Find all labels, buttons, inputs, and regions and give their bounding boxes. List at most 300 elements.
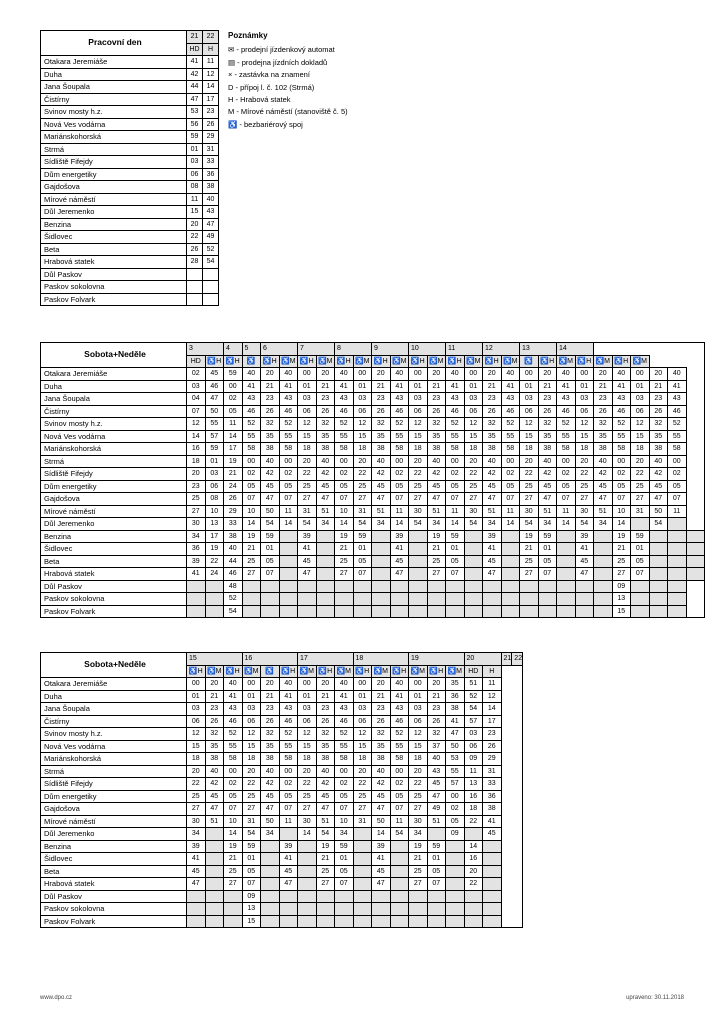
time-cell: 41	[668, 380, 687, 393]
time-cell: 00	[335, 765, 354, 778]
time-cell: 41	[612, 380, 631, 393]
time-cell: 54	[409, 518, 428, 531]
sub-header: ♿M	[501, 355, 520, 368]
time-cell: 35	[427, 430, 446, 443]
time-cell: 25	[242, 555, 261, 568]
time-cell: 22	[187, 778, 206, 791]
time-cell: 26	[483, 740, 502, 753]
time-cell: 11	[187, 193, 203, 206]
footer-website[interactable]: www.dpo.cz	[40, 995, 73, 1001]
time-cell: 43	[501, 393, 520, 406]
time-cell: 21	[372, 380, 391, 393]
time-cell: 59	[353, 530, 372, 543]
sub-header: ♿M	[205, 665, 224, 678]
time-cell: 00	[279, 765, 298, 778]
time-cell	[187, 605, 206, 618]
time-cell	[242, 593, 261, 606]
time-cell: 43	[557, 393, 576, 406]
time-cell: 21	[372, 690, 391, 703]
time-cell	[390, 915, 409, 928]
time-cell: 18	[242, 753, 261, 766]
time-cell	[298, 605, 317, 618]
time-cell: 18	[353, 443, 372, 456]
time-cell: 21	[427, 380, 446, 393]
time-cell	[668, 580, 687, 593]
time-cell: 38	[372, 443, 391, 456]
sub-header: ♿	[520, 355, 539, 368]
table-row	[41, 740, 523, 753]
time-cell: 00	[557, 455, 576, 468]
time-cell: 21	[594, 380, 613, 393]
time-cell: 45	[261, 480, 280, 493]
stop-name: Jana Šoupala	[41, 703, 187, 716]
time-cell: 51	[205, 815, 224, 828]
time-cell: 25	[187, 493, 206, 506]
time-cell: 02	[446, 803, 465, 816]
time-cell: 45	[298, 555, 317, 568]
time-cell: 03	[409, 393, 428, 406]
time-cell: 06	[298, 405, 317, 418]
time-cell: 00	[520, 368, 539, 381]
time-cell: 40	[224, 678, 243, 691]
time-cell: 41	[372, 853, 391, 866]
time-cell: 23	[316, 703, 335, 716]
hour-header: 22	[512, 653, 523, 666]
time-cell: 47	[316, 803, 335, 816]
table-row	[41, 715, 523, 728]
time-cell	[668, 555, 687, 568]
time-cell: 05	[224, 790, 243, 803]
time-cell: 38	[205, 753, 224, 766]
time-cell: 09	[464, 753, 483, 766]
time-cell: 39	[187, 555, 206, 568]
time-cell: 26	[372, 715, 391, 728]
time-cell: 52	[390, 728, 409, 741]
time-cell: 51	[538, 505, 557, 518]
time-cell: 22	[353, 468, 372, 481]
time-cell	[464, 580, 483, 593]
time-cell: 22	[409, 778, 428, 791]
time-cell	[501, 555, 520, 568]
time-cell: 44	[187, 81, 203, 94]
time-cell: 34	[335, 828, 354, 841]
time-cell	[446, 915, 465, 928]
table-row	[41, 753, 523, 766]
time-cell	[520, 580, 539, 593]
time-cell: 05	[242, 480, 261, 493]
time-cell	[372, 543, 391, 556]
stop-name: Paskov sokolovna	[41, 281, 187, 294]
sub-header: H	[203, 43, 219, 56]
time-cell: 46	[668, 405, 687, 418]
time-cell: 40	[335, 678, 354, 691]
time-cell	[668, 605, 687, 618]
time-cell: 21	[483, 380, 502, 393]
sub-header: ♿H	[279, 665, 298, 678]
stop-name: Nová Ves vodárna	[41, 118, 187, 131]
time-cell: 20	[353, 455, 372, 468]
time-cell: 17	[203, 93, 219, 106]
time-cell: 45	[205, 790, 224, 803]
time-cell: 33	[224, 518, 243, 531]
time-cell: 51	[427, 505, 446, 518]
hour-header: 14	[557, 343, 594, 356]
sub-header: ♿H	[575, 355, 594, 368]
stop-name: Důl Paskov	[41, 268, 187, 281]
time-cell: 58	[335, 753, 354, 766]
table-row	[41, 530, 705, 543]
time-cell: 32	[261, 728, 280, 741]
time-cell: 22	[520, 468, 539, 481]
time-cell	[335, 580, 354, 593]
note-line: ♿ - bezbariérový spoj	[228, 119, 303, 129]
table-row	[41, 555, 705, 568]
time-cell	[316, 903, 335, 916]
stop-name: Svinov mosty h.z.	[41, 418, 187, 431]
time-cell: 11	[464, 765, 483, 778]
time-cell: 55	[446, 765, 465, 778]
time-cell: 12	[631, 418, 650, 431]
time-cell	[353, 605, 372, 618]
time-cell: 43	[224, 703, 243, 716]
time-cell	[335, 890, 354, 903]
time-cell: 00	[631, 368, 650, 381]
time-cell: 41	[557, 380, 576, 393]
table-row	[41, 765, 523, 778]
time-cell: 51	[464, 678, 483, 691]
time-cell: 07	[335, 803, 354, 816]
time-cell: 38	[483, 803, 502, 816]
time-cell	[483, 865, 502, 878]
time-cell: 07	[557, 493, 576, 506]
time-cell	[557, 543, 576, 556]
time-cell: 11	[390, 815, 409, 828]
time-cell: 22	[242, 778, 261, 791]
time-cell: 20	[261, 368, 280, 381]
time-cell: 59	[335, 840, 354, 853]
time-cell: 25	[409, 480, 428, 493]
time-cell	[483, 580, 502, 593]
stop-name: Důl Jeremenko	[41, 518, 187, 531]
time-cell: 27	[612, 568, 631, 581]
time-cell: 22	[298, 468, 317, 481]
time-cell	[668, 593, 687, 606]
time-cell: 39	[575, 530, 594, 543]
table-row	[41, 455, 705, 468]
table-row	[41, 56, 219, 69]
stop-name: Beta	[41, 555, 187, 568]
time-cell	[649, 580, 668, 593]
time-cell: 01	[298, 380, 317, 393]
time-cell: 29	[224, 505, 243, 518]
time-cell: 21	[261, 380, 280, 393]
time-cell: 01	[464, 380, 483, 393]
time-cell: 35	[483, 430, 502, 443]
time-cell: 00	[298, 678, 317, 691]
time-cell: 46	[205, 380, 224, 393]
time-cell: 55	[335, 740, 354, 753]
time-cell: 54	[390, 828, 409, 841]
time-cell: 19	[520, 530, 539, 543]
time-cell: 06	[353, 405, 372, 418]
sub-header: H	[483, 665, 502, 678]
note-line: H - Hrabová statek	[228, 95, 291, 105]
time-cell: 48	[224, 580, 243, 593]
time-cell: 43	[446, 393, 465, 406]
sub-header: HD	[464, 665, 483, 678]
time-cell	[409, 890, 428, 903]
time-cell	[409, 568, 428, 581]
time-cell: 39	[279, 840, 298, 853]
time-cell	[205, 853, 224, 866]
stop-name: Strmá	[41, 455, 187, 468]
time-cell: 52	[279, 728, 298, 741]
time-cell: 10	[335, 505, 354, 518]
note-line: D - přípoj l. č. 102 (Strmá)	[228, 82, 315, 92]
time-cell	[187, 593, 206, 606]
time-cell: 22	[464, 878, 483, 891]
time-cell: 01	[335, 853, 354, 866]
time-cell: 41	[279, 380, 298, 393]
time-cell: 20	[409, 765, 428, 778]
time-cell: 15	[409, 430, 428, 443]
time-cell	[594, 555, 613, 568]
time-cell: 21	[261, 690, 280, 703]
time-cell: 51	[316, 815, 335, 828]
time-cell	[261, 853, 280, 866]
time-cell: 14	[501, 518, 520, 531]
time-cell: 40	[224, 543, 243, 556]
time-cell: 25	[520, 555, 539, 568]
time-cell: 53	[446, 753, 465, 766]
time-cell: 26	[427, 405, 446, 418]
time-cell: 21	[649, 380, 668, 393]
time-cell	[372, 530, 391, 543]
time-cell: 26	[483, 405, 502, 418]
time-cell: 54	[203, 256, 219, 269]
time-cell	[686, 530, 705, 543]
time-cell: 00	[446, 455, 465, 468]
time-cell: 14	[464, 840, 483, 853]
time-cell: 35	[649, 430, 668, 443]
time-cell	[316, 890, 335, 903]
time-cell	[668, 568, 687, 581]
time-cell: 07	[335, 493, 354, 506]
time-cell: 52	[668, 418, 687, 431]
time-cell: 25	[631, 480, 650, 493]
time-cell	[427, 828, 446, 841]
time-cell: 06	[464, 405, 483, 418]
time-cell	[409, 903, 428, 916]
time-cell: 47	[203, 218, 219, 231]
time-cell: 19	[242, 530, 261, 543]
time-cell: 41	[390, 380, 409, 393]
time-cell: 01	[353, 380, 372, 393]
time-cell: 31	[298, 505, 317, 518]
time-cell: 16	[464, 853, 483, 866]
time-cell: 38	[316, 443, 335, 456]
time-cell: 30	[464, 505, 483, 518]
time-cell: 41	[390, 690, 409, 703]
time-cell	[261, 903, 280, 916]
time-cell: 46	[390, 715, 409, 728]
time-cell: 05	[446, 815, 465, 828]
hour-header: 18	[353, 653, 409, 666]
time-cell: 40	[261, 765, 280, 778]
time-cell: 31	[353, 815, 372, 828]
time-cell: 01	[187, 143, 203, 156]
stop-name: Beta	[41, 865, 187, 878]
time-cell: 19	[612, 530, 631, 543]
time-cell: 27	[520, 493, 539, 506]
time-cell: 07	[390, 803, 409, 816]
time-cell	[205, 903, 224, 916]
time-cell	[668, 543, 687, 556]
time-cell: 59	[446, 530, 465, 543]
time-cell: 59	[538, 530, 557, 543]
time-cell: 45	[483, 555, 502, 568]
time-cell: 27	[427, 568, 446, 581]
time-cell: 19	[316, 840, 335, 853]
stop-name: Duha	[41, 68, 187, 81]
time-cell: 47	[279, 878, 298, 891]
time-cell	[261, 840, 280, 853]
time-cell: 41	[483, 543, 502, 556]
time-cell: 06	[187, 715, 206, 728]
sub-header: ♿M	[335, 665, 354, 678]
time-cell: 21	[316, 690, 335, 703]
time-cell: 00	[242, 455, 261, 468]
time-cell: 45	[187, 865, 206, 878]
time-cell	[205, 605, 224, 618]
time-cell	[520, 605, 539, 618]
time-cell: 25	[187, 790, 206, 803]
stop-name: Hrabová statek	[41, 878, 187, 891]
time-cell	[631, 605, 650, 618]
time-cell: 07	[242, 878, 261, 891]
time-cell: 30	[409, 815, 428, 828]
time-cell: 12	[187, 418, 206, 431]
sub-header: ♿M	[594, 355, 613, 368]
time-cell: 02	[279, 778, 298, 791]
stop-name: Benzina	[41, 530, 187, 543]
time-cell: 47	[298, 568, 317, 581]
stop-name: Mírové náměstí	[41, 815, 187, 828]
time-cell	[390, 853, 409, 866]
time-cell	[298, 903, 317, 916]
time-cell	[446, 890, 465, 903]
stop-name: Paskov Folvark	[41, 915, 187, 928]
time-cell: 18	[520, 443, 539, 456]
time-cell: 47	[261, 493, 280, 506]
time-cell: 47	[187, 93, 203, 106]
time-cell: 18	[409, 443, 428, 456]
time-cell: 58	[501, 443, 520, 456]
table-row	[41, 878, 523, 891]
time-cell: 23	[594, 393, 613, 406]
time-cell: 00	[353, 368, 372, 381]
time-cell: 55	[335, 430, 354, 443]
time-cell: 26	[261, 405, 280, 418]
time-cell: 34	[261, 828, 280, 841]
notes-list	[228, 44, 348, 131]
time-cell: 25	[353, 790, 372, 803]
time-cell: 41	[187, 56, 203, 69]
time-cell	[409, 605, 428, 618]
time-cell: 20	[520, 455, 539, 468]
time-cell: 40	[501, 368, 520, 381]
time-cell: 01	[187, 690, 206, 703]
time-cell: 42	[372, 778, 391, 791]
time-cell: 02	[446, 468, 465, 481]
time-cell: 42	[594, 468, 613, 481]
stop-name: Hrabová statek	[41, 256, 187, 269]
time-cell: 30	[187, 518, 206, 531]
time-cell: 01	[538, 543, 557, 556]
time-cell: 01	[242, 853, 261, 866]
stop-name: Benzina	[41, 840, 187, 853]
time-cell: 01	[261, 543, 280, 556]
time-cell: 25	[612, 555, 631, 568]
time-cell: 40	[594, 455, 613, 468]
table-row	[41, 690, 523, 703]
time-cell: 55	[501, 430, 520, 443]
time-cell: 55	[279, 430, 298, 443]
time-cell: 47	[316, 493, 335, 506]
table-row	[41, 518, 705, 531]
time-cell: 26	[203, 118, 219, 131]
time-cell: 40	[427, 455, 446, 468]
time-cell: 27	[353, 803, 372, 816]
time-cell: 32	[261, 418, 280, 431]
time-cell: 36	[187, 543, 206, 556]
time-cell: 26	[649, 405, 668, 418]
table-row	[41, 480, 705, 493]
time-cell: 39	[483, 530, 502, 543]
time-cell: 03	[187, 703, 206, 716]
time-cell: 23	[538, 393, 557, 406]
time-cell	[649, 593, 668, 606]
time-cell: 05	[390, 790, 409, 803]
sub-header: ♿H	[353, 665, 372, 678]
time-cell: 55	[279, 740, 298, 753]
time-cell: 00	[668, 455, 687, 468]
hour-header: 10	[409, 343, 446, 356]
time-cell	[187, 903, 206, 916]
time-cell: 47	[538, 493, 557, 506]
time-cell: 43	[390, 703, 409, 716]
time-cell	[557, 580, 576, 593]
time-cell: 34	[316, 518, 335, 531]
time-cell: 29	[483, 753, 502, 766]
table-row	[41, 778, 523, 791]
time-cell: 04	[187, 393, 206, 406]
time-cell	[409, 543, 428, 556]
table-row	[41, 803, 523, 816]
table-row	[41, 293, 219, 306]
time-cell: 52	[224, 728, 243, 741]
time-cell: 22	[205, 555, 224, 568]
stop-name: Otakara Jeremiáše	[41, 368, 187, 381]
time-cell: 42	[483, 468, 502, 481]
time-cell: 02	[187, 368, 206, 381]
time-cell: 42	[187, 68, 203, 81]
time-cell	[649, 605, 668, 618]
table-row	[41, 890, 523, 903]
table-row	[41, 181, 219, 194]
time-cell	[409, 593, 428, 606]
time-cell: 08	[187, 181, 203, 194]
